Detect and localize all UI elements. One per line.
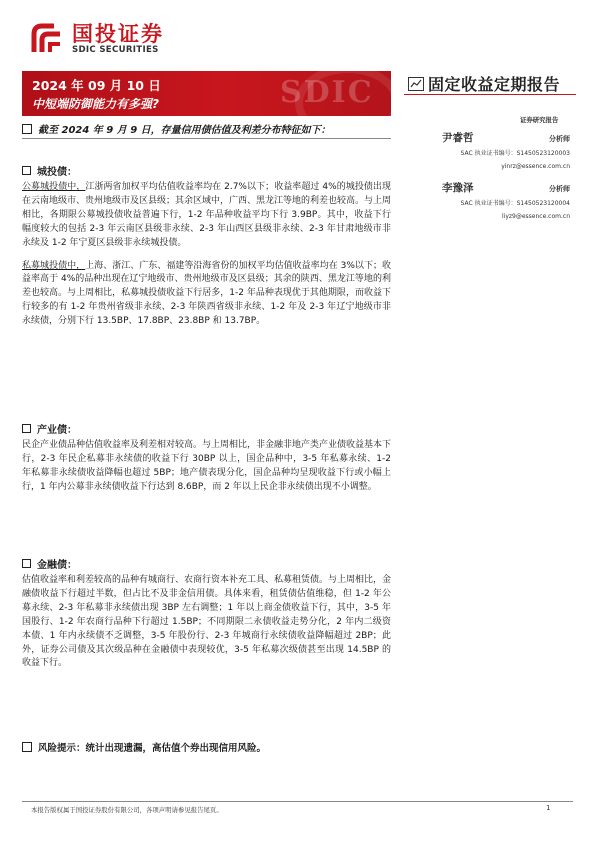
report-type-divider xyxy=(404,94,576,95)
report-category: 证券研究报告 xyxy=(520,116,559,124)
section-chengtou xyxy=(22,163,391,329)
checkbox-icon xyxy=(22,424,31,433)
footer-divider xyxy=(22,801,573,802)
report-title: 中短端防御能力有多强? xyxy=(32,97,159,111)
analyst-name: 尹睿哲 xyxy=(442,132,474,144)
brand-name-cn: 国投证券 xyxy=(72,21,164,46)
section-financial xyxy=(22,556,391,671)
paragraph xyxy=(22,181,391,251)
analyst-role: 分析师 xyxy=(549,135,570,143)
checkbox-icon xyxy=(22,124,32,134)
summary-line xyxy=(22,121,331,136)
report-date: 2024 年 09 月 10 日 xyxy=(32,78,161,93)
logo-mark-icon xyxy=(30,22,66,56)
page-number: 1 xyxy=(546,804,551,812)
analyst-email[interactable]: liyz9@essence.com.cn xyxy=(501,213,570,220)
paragraph-body: 上海、浙江、广东、福建等沿海省份的加权平均估值收益率均在 3%以下；收益率高于 4%的品种出现在辽宁地级市、贵州地级市及区县级；其余的陕西、黑龙江等地的利差也较高。与上周相比，私募城投债收益下行居多，1-2 年品种表现优于其他期限，而收益下行较多的有 1-2 年贵州省级非永续、2-3 年陕西省级非永续、1-2 年及 2-3 年辽宁地级市非永续债，分别下行 13.5BP、17.8BP、23.8BP 和 13.7BP。 xyxy=(22,260,391,327)
analyst-role: 分析师 xyxy=(549,185,570,193)
analyst-card xyxy=(402,130,570,170)
paragraph-lead: 私募城投债中， xyxy=(22,260,86,271)
analyst-cert: SAC 执业证书编号：S1450523120003 xyxy=(460,150,570,157)
summary-divider xyxy=(22,138,391,139)
checkbox-icon xyxy=(22,742,32,752)
paragraph: 估值收益率和利差较高的品种有城商行、农商行资本补充工具、私募租赁债。与上周相比，金融债收益下行超过半数，但占比不及非金信用债。具体来看，租赁债估值维稳，但 1-2 年公募永续、2-3 年私募非永续债出现 3BP 左右调整；1 年以上商金债收益下行，其中，3-5 年国股行、1-2 年农商行品种下行超过 1.5BP；不同期限二永债收益走势分化，2 年内二级资本债、1 年内永续债不乏调整，3-5 年股份行、2-3 年城商行永续债收益降幅超过 2BP；此外，证券公司债及其次级品种在金融债中表现较优，3-5 年私募次级债甚至出现 14.5BP 的收益下行。 xyxy=(22,575,392,669)
analyst-name: 李豫泽 xyxy=(442,182,474,194)
paragraph: 民企产业债品种估值收益率及利差相对较高。与上周相比，非金融非地产类产业债收益基本下行，2-3 年民企私募非永续债的收益下行 30BP 以上，国企品种中，3-5 年私募永续、1-2 年私募非永续债收益降幅也超过 5BP；地产债表现分化，国企品种均呈现收益下行或小幅上行，1 年内公募非永续债收益下行达到 8.6BP，而 2 年以上民企非永续债出现不小调整。 xyxy=(22,440,392,492)
paragraph xyxy=(22,260,391,330)
footer-disclaimer: 本报告版权属于国投证券股份有限公司，各项声明请参见报告尾页。 xyxy=(31,806,223,814)
checkbox-icon xyxy=(22,166,31,175)
analyst-card xyxy=(402,180,570,220)
brand-name-en: SDIC SECURITIES xyxy=(72,44,159,55)
checkbox-icon xyxy=(22,559,31,568)
chart-icon xyxy=(408,77,424,91)
section-title: 产业债： xyxy=(37,424,77,436)
risk-warning xyxy=(22,740,266,754)
analyst-email[interactable]: yinrz@essence.com.cn xyxy=(501,163,570,170)
paragraph-lead: 公募城投债中， xyxy=(22,182,86,192)
section-industry xyxy=(22,421,391,495)
report-type xyxy=(408,72,560,95)
analyst-cert: SAC 执业证书编号：S1450523120004 xyxy=(460,200,570,207)
section-title: 金融债： xyxy=(37,559,77,571)
risk-text: 风险提示：统计出现遗漏，高估值个券出现信用风险。 xyxy=(38,743,267,754)
banner-watermark: SDIC xyxy=(280,75,374,110)
paragraph-body: 江浙两省加权平均估值收益率均在 2.7%以下；收益率超过 4%的城投债出现在云南地级市、贵州地级市及区县级；其余区域中，广西、黑龙江等地的利差也较高。与上周相比，各期限公募城投债收益普遍下行，1-2 年品种收益平均下行 3.9BP。其中，收益下行幅度较大的包括 2-3 年云南区县级非永续、2-3 年山西区县级非永续、2-3 年甘肃地级市非永续及 1-2 年宁夏区县级非永续城投债。 xyxy=(22,182,392,248)
header-banner xyxy=(22,71,391,116)
company-logo xyxy=(30,22,164,56)
report-type-label: 固定收益定期报告 xyxy=(428,75,561,94)
summary-text: 截至 2024 年 9 月 9 日，存量信用债估值及利差分布特征如下： xyxy=(38,125,331,136)
section-title: 城投债： xyxy=(37,166,77,178)
